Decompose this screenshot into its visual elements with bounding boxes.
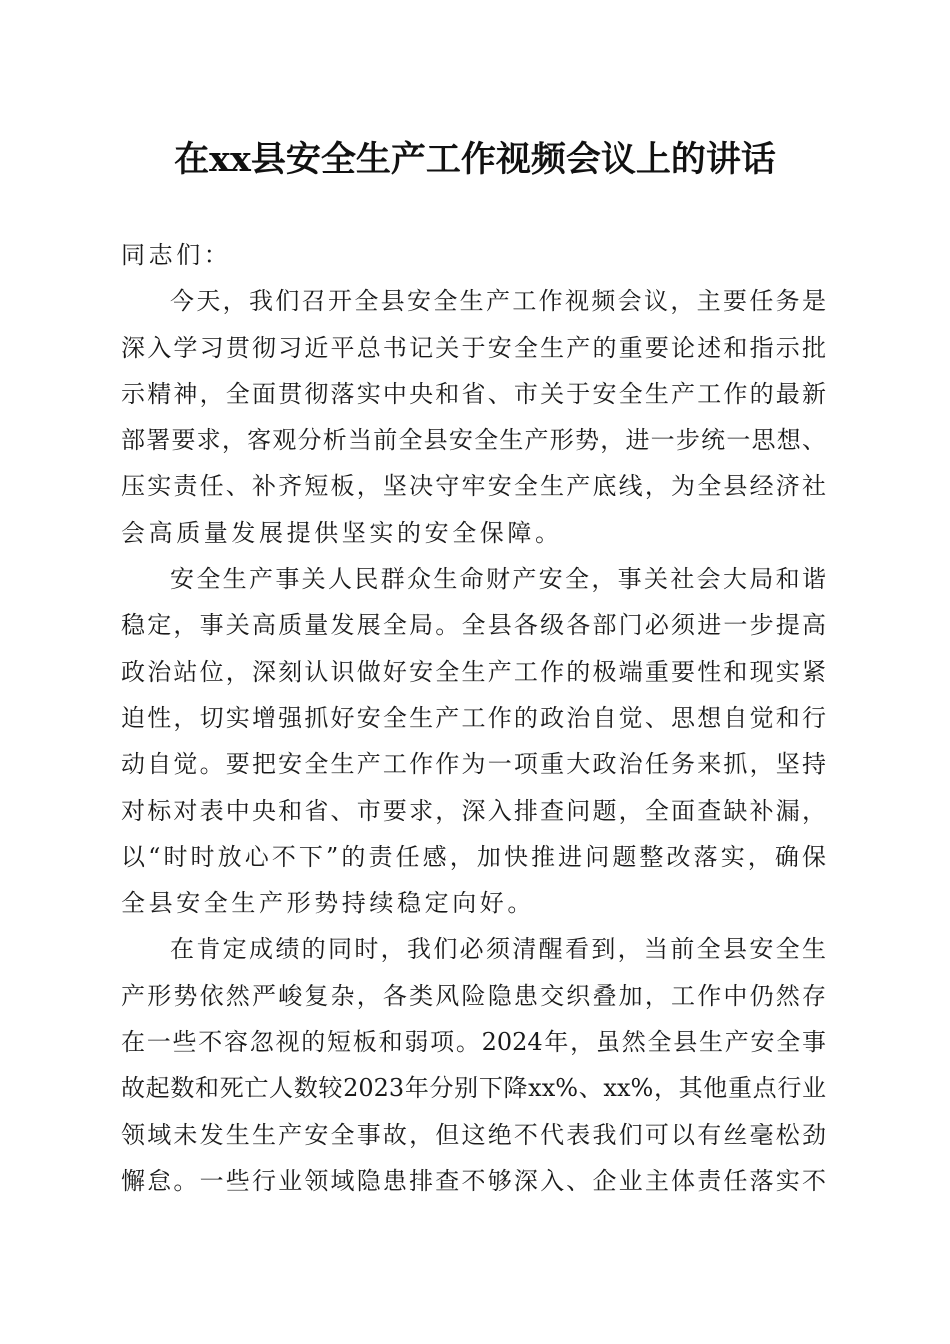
document-body <box>121 232 826 1204</box>
paragraph-2-line-4: 迫性，切实增强抓好安全生产工作的政治自觉、思想自觉和行 <box>121 703 826 732</box>
paragraph-3-line-6: 懈怠。一些行业领域隐患排查不够深入、企业主体责任落实不 <box>121 1166 826 1195</box>
paragraph-2-line-8: 全县安全生产形势持续稳定向好。 <box>121 889 535 918</box>
salutation: 同志们： <box>121 241 232 269</box>
paragraph-1-line-1: 今天，我们召开全县安全生产工作视频会议，主要任务是 <box>170 287 826 316</box>
paragraph-3-line-1: 在肯定成绩的同时，我们必须清醒看到，当前全县安全生 <box>170 935 826 964</box>
paragraph-2-line-5: 动自觉。要把安全生产工作作为一项重大政治任务来抓，坚持 <box>121 750 826 779</box>
paragraph-3-line-4: 故起数和死亡人数较2023年分别下降xx%、xx%，其他重点行业 <box>121 1074 826 1103</box>
paragraph-3-line-5: 领域未发生生产安全事故，但这绝不代表我们可以有丝毫松劲 <box>121 1120 826 1149</box>
paragraph-1-line-6: 会高质量发展提供坚实的安全保障。 <box>121 518 563 547</box>
paragraph-2-line-1: 安全生产事关人民群众生命财产安全，事关社会大局和谐 <box>170 565 826 594</box>
paragraph-1-line-5: 压实责任、补齐短板，坚决守牢安全生产底线，为全县经济社 <box>121 472 826 501</box>
paragraph-1-line-3: 示精神，全面贯彻落实中央和省、市关于安全生产工作的最新 <box>121 379 826 408</box>
paragraph-2-line-6: 对标对表中央和省、市要求，深入排查问题，全面查缺补漏， <box>121 796 826 825</box>
paragraph-3-line-2: 产形势依然严峻复杂，各类风险隐患交织叠加，工作中仍然存 <box>121 981 826 1010</box>
paragraph-3-line-3: 在一些不容忽视的短板和弱项。2024年，虽然全县生产安全事 <box>121 1028 826 1057</box>
paragraph-2-line-2: 稳定，事关高质量发展全局。全县各级各部门必须进一步提高 <box>121 611 826 640</box>
paragraph-1-line-2: 深入学习贯彻习近平总书记关于安全生产的重要论述和指示批 <box>121 333 826 362</box>
paragraph-2-line-3: 政治站位，深刻认识做好安全生产工作的极端重要性和现实紧 <box>121 657 826 686</box>
paragraph-2-line-7: 以“时时放心不下”的责任感，加快推进问题整改落实，确保 <box>121 842 826 871</box>
paragraph-1-line-4: 部署要求，客观分析当前全县安全生产形势，进一步统一思想、 <box>121 426 826 455</box>
document-title: 在xx县安全生产工作视频会议上的讲话 <box>174 139 776 180</box>
